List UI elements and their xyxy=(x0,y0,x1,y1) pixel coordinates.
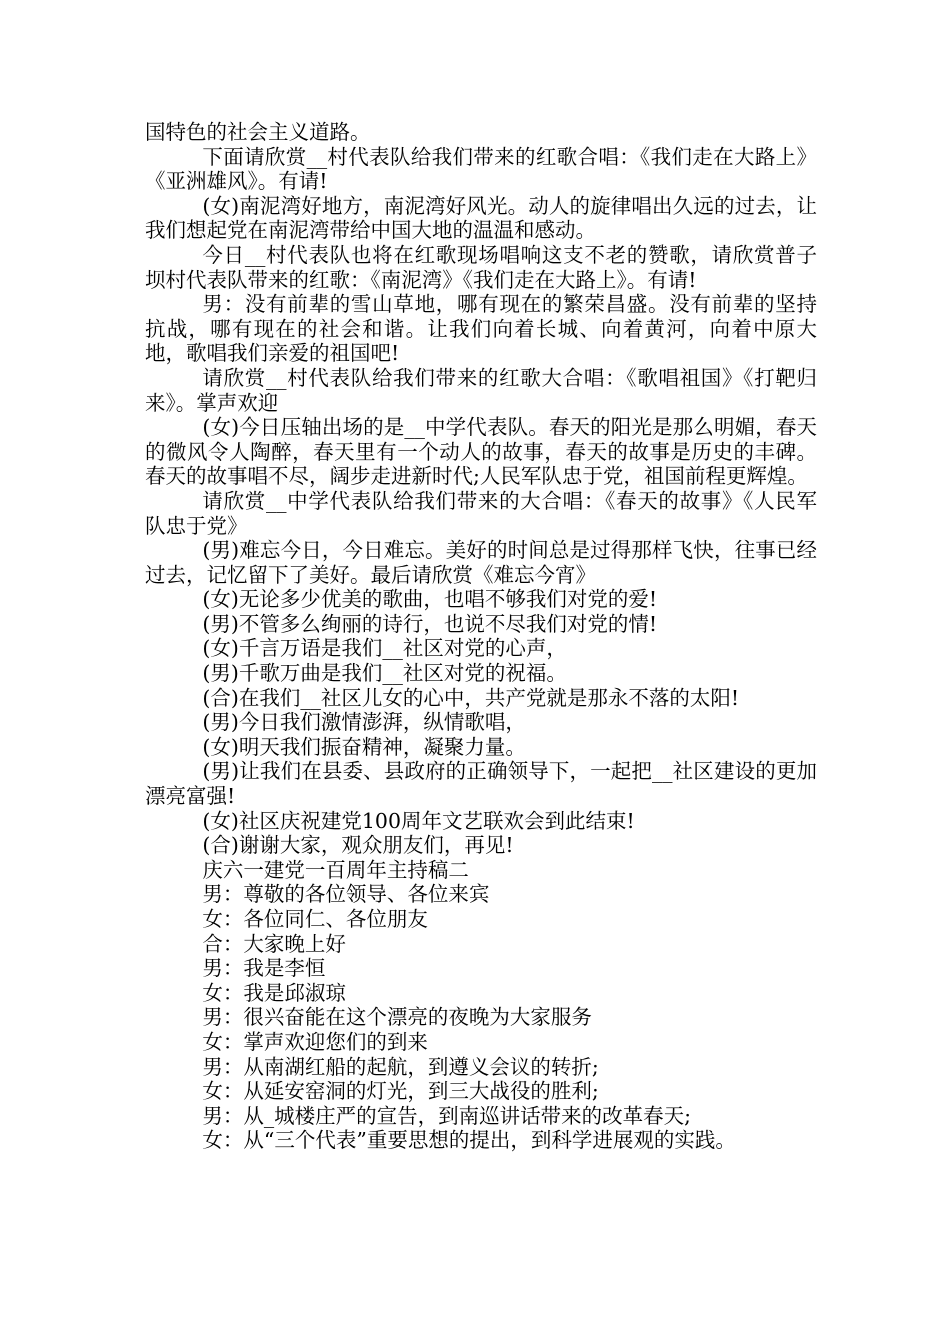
paragraph: 女：我是邱淑琼 xyxy=(202,980,346,1005)
paragraph: 女：从“三个代表”重要思想的提出，到科学进展观的实践。 xyxy=(202,1128,736,1153)
paragraph: 下面请欣赏__村代表队给我们带来的红歌合唱：《我们走在大路上》《亚洲雄风》。有请! xyxy=(145,144,817,194)
paragraph: 庆六一建党一百周年主持稿二 xyxy=(202,857,469,882)
paragraph: (合)谢谢大家，观众朋友们，再见! xyxy=(202,833,514,858)
paragraph: (男)难忘今日，今日难忘。美好的时间总是过得那样飞快，往事已经过去，记忆留下了美好。最后请欣赏《难忘今宵》 xyxy=(145,538,817,587)
paragraph: (男)今日我们激情澎湃，纵情歌唱， xyxy=(202,710,526,735)
paragraph: 请欣赏__村代表队给我们带来的红歌大合唱：《歌唱祖国》《打靶归来》。掌声欢迎 xyxy=(145,365,817,415)
paragraph: (女)千言万语是我们__社区对党的心声， xyxy=(202,636,567,661)
paragraph: 合：大家晚上好 xyxy=(202,931,346,956)
paragraph: 女：掌声欢迎您们的到来 xyxy=(202,1029,428,1054)
paragraph: (女)今日压轴出场的是__中学代表队。春天的阳光是那么明媚，春天的微风令人陶醉，春天里有一个动人的故事，春天的故事是历史的丰碑。春天的故事唱不尽，阔步走进新时代;人民军队忠于党，祖国前程更辉煌。 xyxy=(145,415,817,489)
paragraph: 男：尊敬的各位领导、各位来宾 xyxy=(202,882,490,907)
paragraph: (女)社区庆祝建党100周年文艺联欢会到此结束! xyxy=(202,808,635,833)
paragraph: (女)明天我们振奋精神，凝聚力量。 xyxy=(202,734,526,759)
document-body xyxy=(145,120,817,1153)
paragraph: (女)南泥湾好地方，南泥湾好风光。动人的旋律唱出久远的过去，让我们想起党在南泥湾带给中国大地的温温和感动。 xyxy=(145,193,817,243)
paragraph: 男：没有前辈的雪山草地，哪有现在的繁荣昌盛。没有前辈的坚持抗战，哪有现在的社会和谐。让我们向着长城、向着黄河，向着中原大地，歌唱我们亲爱的祖国吧! xyxy=(145,292,817,366)
paragraph: (合)在我们__社区儿女的心中，共产党就是那永不落的太阳! xyxy=(202,685,740,710)
paragraph: 国特色的社会主义道路。 xyxy=(145,120,371,144)
paragraph: (女)无论多少优美的歌曲，也唱不够我们对党的爱! xyxy=(202,587,658,612)
paragraph: 男：很兴奋能在这个漂亮的夜晚为大家服务 xyxy=(202,1005,592,1030)
paragraph: 女：从延安窑洞的灯光，到三大战役的胜利; xyxy=(202,1079,599,1104)
paragraph: (男)千歌万曲是我们__社区对党的祝福。 xyxy=(202,661,567,686)
paragraph: (男)让我们在县委、县政府的正确领导下，一起把__社区建设的更加漂亮富强! xyxy=(145,759,817,809)
paragraph: 女：各位同仁、各位朋友 xyxy=(202,907,428,931)
paragraph: 男：我是李恒 xyxy=(202,956,326,981)
paragraph: 请欣赏__中学代表队给我们带来的大合唱：《春天的故事》《人民军队忠于党》 xyxy=(145,488,817,538)
paragraph: 今日__村代表队也将在红歌现场唱响这支不老的赞歌，请欣赏普子坝村代表队带来的红歌：《南泥湾》《我们走在大路上》。有请! xyxy=(145,242,817,292)
paragraph: 男：从_城楼庄严的宣告，到南巡讲话带来的改革春天; xyxy=(202,1103,692,1128)
paragraph: (男)不管多么绚丽的诗行，也说不尽我们对党的情! xyxy=(202,611,658,636)
paragraph: 男：从南湖红船的起航，到遵义会议的转折; xyxy=(202,1054,599,1079)
